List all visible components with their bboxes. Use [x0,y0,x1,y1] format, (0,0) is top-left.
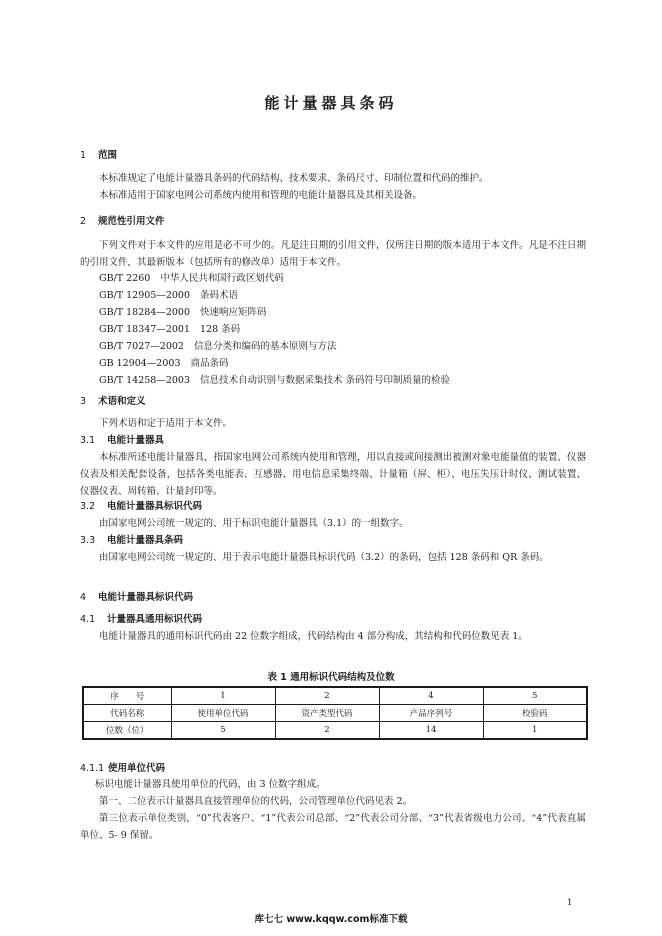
table-cell: 14 [379,722,483,740]
reference-item [99,304,267,318]
reference-code: GB/T 18284—2000 [99,307,191,318]
subsection-number: 3.3 [80,535,96,546]
table-row [83,722,587,740]
table-cell: 校验码 [483,705,587,722]
subsection-title: 使用单位代码 [108,763,166,774]
reference-item [99,321,240,335]
reference-name: 中华人民共和国行政区划代码 [160,273,284,284]
subsection-title: 电能计量器具标识代码 [107,501,203,512]
subsection-title: 电能计量器具 [107,435,165,446]
reference-name: 快速响应矩阵码 [200,307,267,318]
reference-name: 信息分类和编码的基本原则与方法 [193,341,337,352]
reference-code: GB/T 18347—2001 [99,324,191,335]
section-title: 术语和定义 [98,396,146,407]
code-structure-table [82,686,588,740]
subsection-4-1-1-paragraph-2: 第一、二位表示计量器具直接管理单位的代码，公司管理单位代码见表 2。 [99,796,413,807]
section-1-paragraph-1: 本标准规定了电能计量器具条码的代码结构、技术要求、条码尺寸、印制位置和代码的维护。 [99,173,489,184]
reference-item [99,372,450,386]
section-number: 1 [80,150,87,161]
subsection-4-1-1-paragraph-3: 第三位表示单位类别，“0”代表客户、“1”代表公司总部、“2”代表公司分部、“3”代表省级电力公司、“4”代表直属单位、5- 9 保留。 [80,813,586,841]
table-cell: 2 [275,687,379,705]
subsection-4-1-heading [80,611,202,625]
table-row [83,705,587,722]
section-1-heading [80,147,117,161]
section-number: 4 [80,592,87,603]
subsection-4-1-paragraph: 电能计量器具的通用标识代码由 22 位数字组成，代码结构由 4 部分构成，其结构和代码位数见表 1。 [99,631,528,642]
subsection-number: 4.1.1 [80,763,105,774]
footer-watermark: 库七七 www.kqqw.com标准下载 [254,914,408,925]
table-cell: 产品序列号 [379,705,483,722]
subsection-3-3-heading [80,532,183,546]
table-caption: 表 1 通用标识代码结构及位数 [267,672,395,683]
reference-item [99,355,229,369]
reference-name: 条码术语 [200,290,239,301]
subsection-number: 3.2 [80,501,96,512]
table-cell: 1 [483,722,587,740]
reference-code: GB/T 12905—2000 [99,290,191,301]
subsection-3-2-paragraph: 由国家电网公司统一规定的、用于标识电能计量器具（3.1）的一组数字。 [99,518,409,529]
section-2-paragraph: 下列文件对于本文件的应用是必不可少的。凡是注日期的引用文件，仅所注日期的版本适用于本文件。凡是不注日期的引用文件，其最新版本（包括所有的修改单）适用于本文件。 [80,240,586,268]
section-3-heading [80,393,146,407]
subsection-4-1-1-paragraph-1: 标识电能计量器具使用单位的代码，由 3 位数字组成。 [95,779,326,790]
table-cell: 1 [171,687,275,705]
section-title: 范围 [98,150,118,161]
table-cell: 5 [483,687,587,705]
reference-name: 128 条码 [200,324,241,335]
table-cell: 序 号 [83,687,171,705]
table-cell: 资产类型代码 [275,705,379,722]
reference-code: GB 12904—2003 [99,358,181,369]
subsection-number: 4.1 [80,614,96,625]
section-number: 3 [80,396,87,407]
subsection-title: 电能计量器具条码 [107,535,184,546]
subsection-3-1-heading [80,432,164,446]
reference-item [99,270,284,284]
subsection-title: 计量器具通用标识代码 [107,614,203,625]
section-4-heading [80,589,193,603]
reference-code: GB/T 2260 [99,273,151,284]
table-cell: 5 [171,722,275,740]
subsection-3-2-heading [80,498,202,512]
subsection-3-1-paragraph: 本标准所述电能计量器具，指国家电网公司系统内使用和管理，用以直接或间接测出被测对象电能量值的装置、仪器仪表及相关配套设备，包括各类电能表、互感器、用电信息采集终端、计量箱（屏、柜）、电压失压计时仪、测试装置、仪器仪表、周转箱、计量封印等。 [80,452,586,497]
reference-code: GB/T 14258—2003 [99,375,191,386]
subsection-3-3-paragraph: 由国家电网公司统一规定的、用于表示电能计量器具标识代码（3.2）的条码，包括 128 条码和 QR 条码。 [99,552,549,563]
reference-code: GB/T 7027—2002 [99,341,184,352]
table-cell: 使用单位代码 [171,705,275,722]
section-2-heading [80,213,165,227]
page-number: 1 [567,898,573,908]
reference-item [99,338,337,352]
table-cell: 位数（位） [83,722,171,740]
section-1-paragraph-2: 本标准适用于国家电网公司系统内使用和管理的电能计量器具及其相关设备。 [99,190,423,201]
section-number: 2 [80,216,87,227]
section-3-paragraph: 下列术语和定于适用于本文件。 [99,418,233,429]
section-title: 规范性引用文件 [98,216,165,227]
reference-name: 商品条码 [190,358,229,369]
subsection-number: 3.1 [80,435,96,446]
reference-name: 信息技术自动识别与数据采集技术 条码符号印制质量的检验 [200,375,451,386]
table-cell: 4 [379,687,483,705]
subsection-4-1-1-heading [80,760,165,774]
section-title: 电能计量器具标识代码 [98,592,194,603]
table-row [83,687,587,705]
document-title: 能计量器具条码 [264,94,398,112]
reference-item [99,287,238,301]
table-cell: 代码名称 [83,705,171,722]
table-cell: 2 [275,722,379,740]
